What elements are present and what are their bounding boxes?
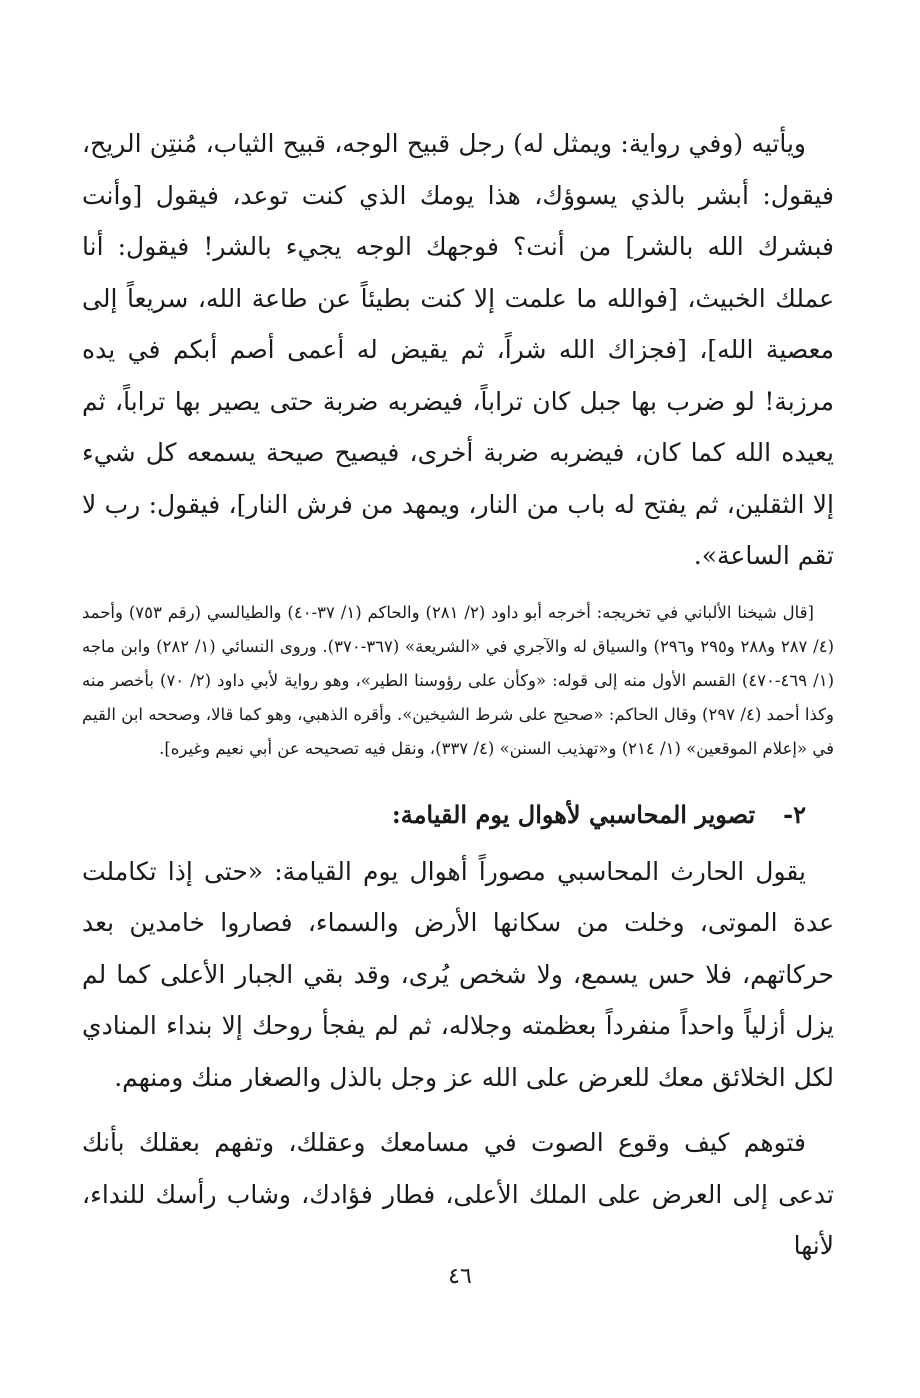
section-title: تصوير المحاسبي لأهوال يوم القيامة: bbox=[391, 799, 756, 829]
section-number: ٢- bbox=[783, 799, 806, 829]
section-heading bbox=[82, 792, 834, 838]
paragraph-muhasibi: يقول الحارث المحاسبي مصوراً أهوال يوم القيامة: «حتى إذا تكاملت عدة الموتى، وخلت من سكانها الأرض والسماء، فصاروا خامدين بعد حركاتهم، فلا حس يسمع، ولا شخص يُرى، وقد بقي الجبار الأعلى كما لم يزل أزلياً واحداً منفرداً بعظمته وجلاله، ثم لم يفجأ روحك إلا بنداء المنادي لكل الخلائق معك للعرض على الله عز وجل بالذل والصغار منك ومنهم. bbox=[82, 856, 834, 1092]
page-number: ٤٦ bbox=[448, 1264, 472, 1289]
page-content bbox=[82, 118, 834, 1272]
paragraph-hadith: ويأتيه (وفي رواية: ويمثل له) رجل قبيح الوجه، قبيح الثياب، مُنتِن الريح، فيقول: أبشر بالذي يسوؤك، هذا يومك الذي كنت توعد، فيقول [وأنت فبشرك الله بالشر] من أنت؟ فوجهك الوجه يجيء بالشر! فيقول: أنا عملك الخبيث، [فوالله ما علمت إلا كنت بطيئاً عن طاعة الله، سريعاً إلى معصية الله]، [فجزاك الله شراً، ثم يقيض له أعمى أصم أبكم في يده مرزبة! لو ضرب بها جبل كان تراباً، فيضربه ضربة حتى يصير بها تراباً، ثم يعيده الله كما كان، فيضربه ضربة أخرى، فيصيح صيحة يسمعه كل شيء إلا الثقلين، ثم يفتح له باب من النار، ويمهد من فرش النار]، فيقول: رب لا تقم الساعة». bbox=[82, 129, 834, 570]
paragraph-continuation: فتوهم كيف وقوع الصوت في مسامعك وعقلك، وتفهم بعقلك بأنك تدعى إلى العرض على الملك الأعلى، فطار فؤادك، وشاب رأسك للنداء، لأنها bbox=[82, 1128, 834, 1260]
footnote-takhrij: [قال شيخنا الألباني في تخريجه: أخرجه أبو داود (٢/ ٢٨١) والحاكم (١/ ٣٧-٤٠) والطيالسي (رقم ٧٥٣) وأحمد (٤/ ٢٨٧ و٢٨٨ و٢٩٥ و٢٩٦) والسياق له والآجري في «الشريعة» (٣٦٧-٣٧٠). وروى النسائي (١/ ٢٨٢) وابن ماجه (١/ ٤٦٩-٤٧٠) القسم الأول منه إلى قوله: «وكأن على رؤوسنا الطير»، وهو رواية لأبي داود (٢/ ٧٠) بأخصر منه وكذا أحمد (٤/ ٢٩٧) وقال الحاكم: «صحيح على شرط الشيخين». وأقره الذهبي، وهو كما قالا، وصححه ابن القيم في «إعلام الموقعين» (١/ ٢١٤) و«تهذيب السنن» (٤/ ٣٣٧)، ونقل فيه تصحيحه عن أبي نعيم وغيره]. bbox=[82, 602, 835, 758]
